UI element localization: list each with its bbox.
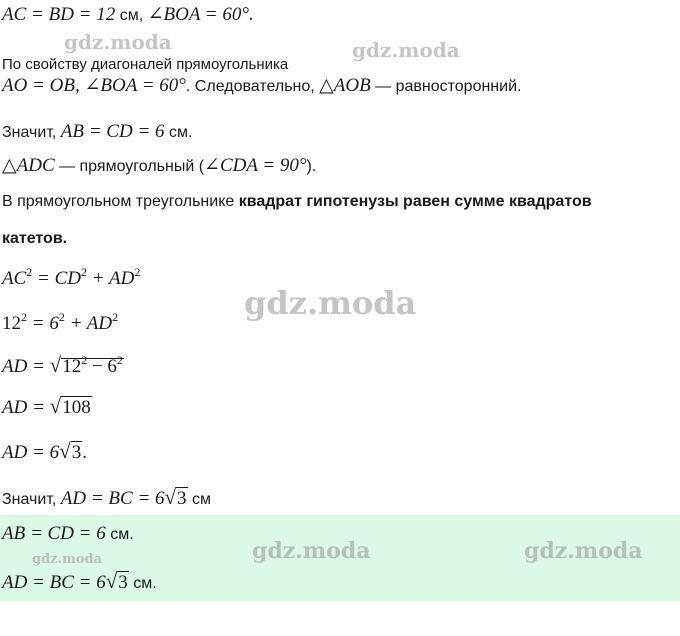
formula-pythagoras: $AC^2 = CD^2 + AD^2$	[2, 265, 141, 289]
answer-ad-bc: AD = BC = 6√3 см.	[2, 569, 157, 593]
formula-result: AD = 6√3.	[2, 439, 87, 463]
ab-cd-line: Значит, AB = CD = 6 см.	[2, 121, 193, 142]
watermark: gdz.moda	[64, 30, 172, 54]
given-line: AC = BD = 12 см, ∠BOA = 60°.	[2, 4, 254, 25]
property-line: По свойству диагоналей прямоугольника	[2, 56, 289, 73]
watermark: gdz.moda	[352, 38, 460, 62]
watermark: gdz.moda	[244, 284, 417, 322]
pythagoras-statement-end: катетов.	[2, 230, 68, 247]
pythagoras-statement: В прямоугольном треугольнике квадрат гипотенузы равен сумме квадратов	[2, 193, 592, 210]
right-triangle-line: △ADC — прямоугольный (∠CDA = 90°).	[2, 155, 317, 176]
answer-ab-cd: AB = CD = 6 см.	[2, 523, 134, 544]
equilateral-line: AO = OB, ∠BOA = 60°. Следовательно, △AOB — равносторонний.	[2, 75, 522, 96]
watermark: gdz.moda	[524, 538, 643, 564]
ad-bc-line: Значит, AD = BC = 6√3 см	[2, 485, 211, 509]
watermark: gdz.moda	[32, 552, 103, 567]
formula-sqrt-108: AD = √108	[2, 394, 91, 418]
watermark: gdz.moda	[252, 538, 371, 564]
formula-sqrt-difference: AD = $√12^2 - 6^2$	[2, 353, 123, 377]
formula-substitution: $12^2 = 6^2 + AD^2$	[2, 310, 119, 334]
